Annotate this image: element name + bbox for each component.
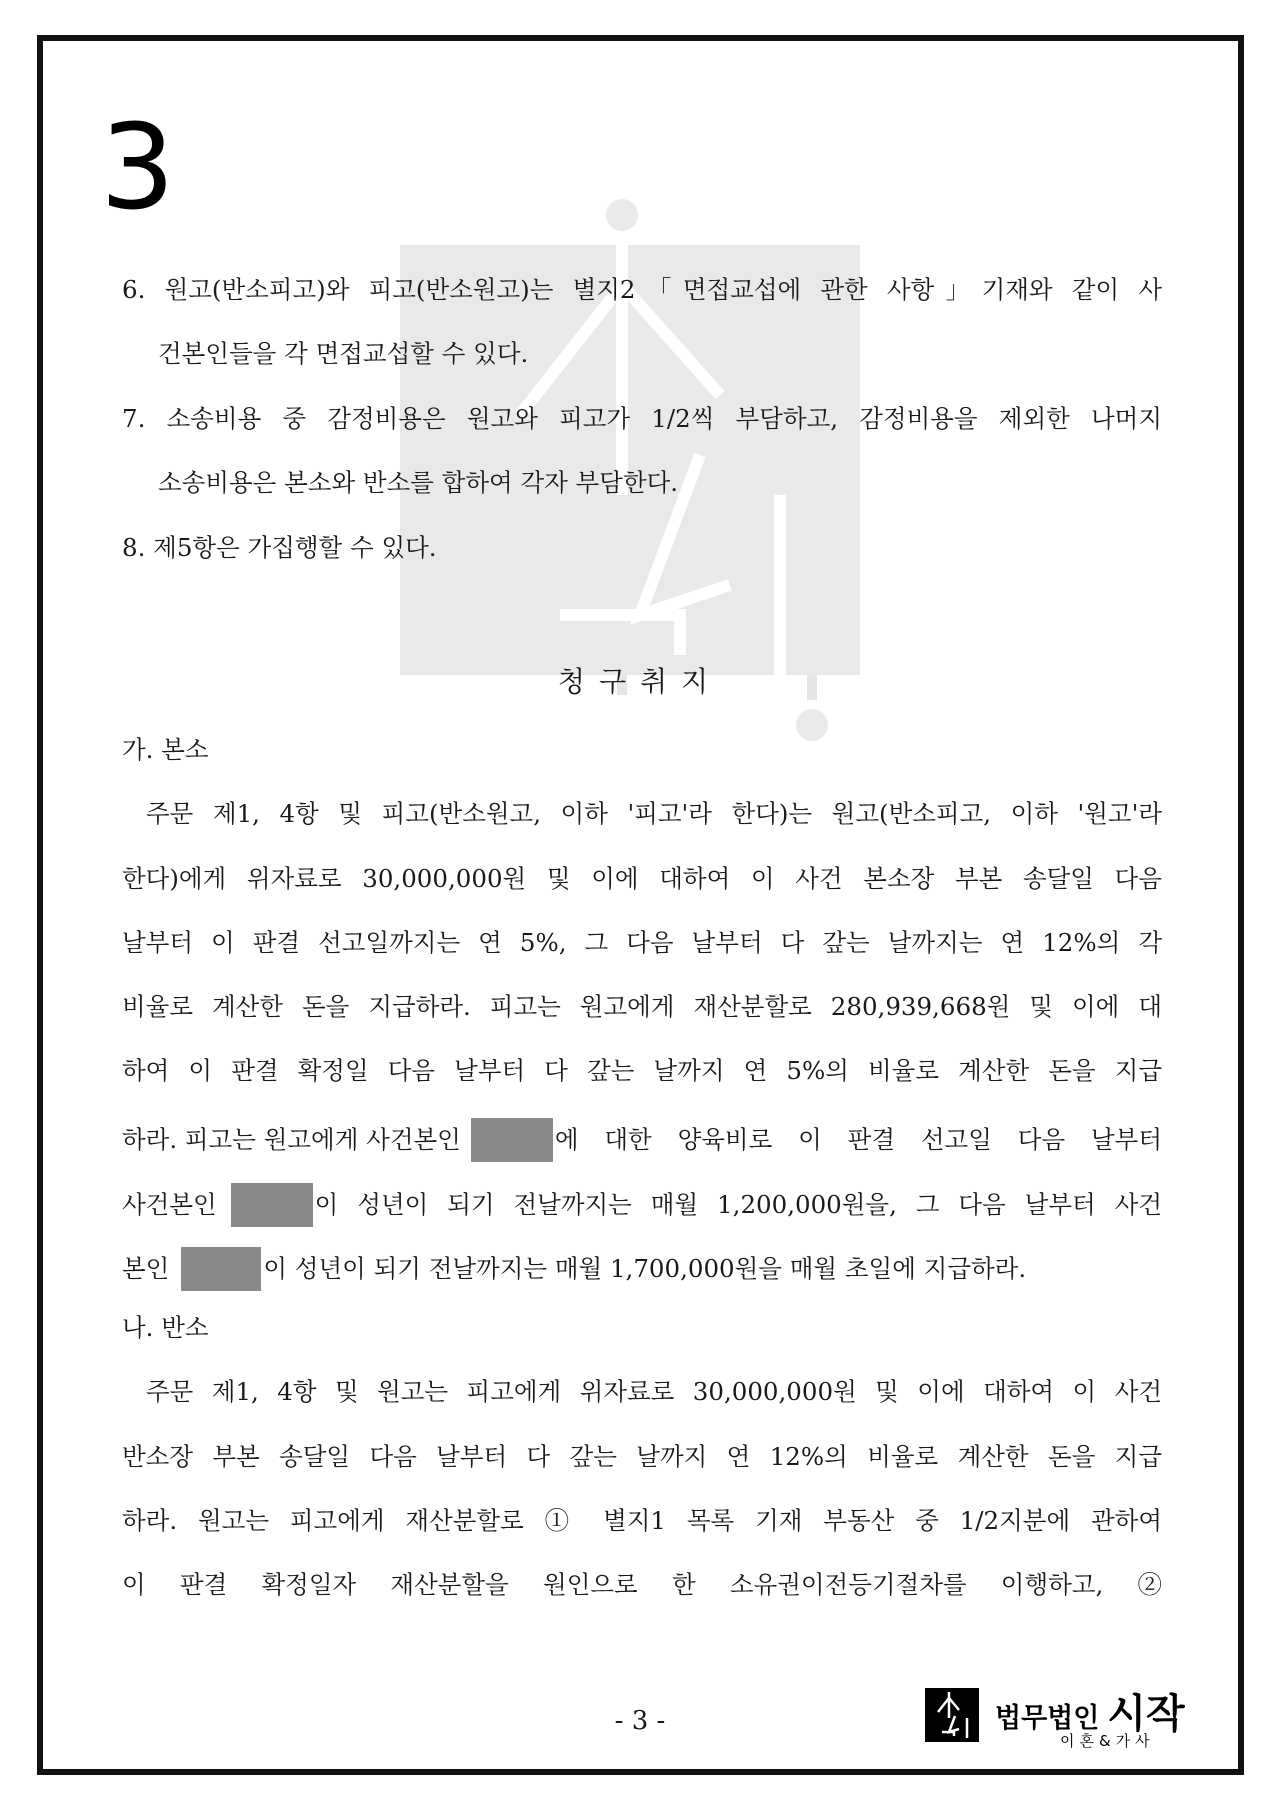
item-6-line-1: 6. 원고(반소피고)와 피고(반소원고)는 별지2「면접교섭에 관한 사항」기재와 같이 사 — [122, 275, 1162, 304]
main-claim-line-8 — [122, 1247, 1026, 1291]
main-claim-line-7 — [122, 1183, 1162, 1227]
main-claim-line: 한다)에게 위자료로 30,000,000원 및 이에 대하여 이 사건 본소장 부본 송달일 다음 — [122, 864, 1162, 893]
main-claim-text: 본인 — [122, 1254, 170, 1283]
redacted-name — [231, 1183, 313, 1227]
main-claim-line: 하여 이 판결 확정일 다음 날부터 다 갚는 날까지 연 5%의 비율로 계산한 돈을 지급 — [122, 1056, 1162, 1085]
item-7-line-1: 7. 소송비용 중 감정비용은 원고와 피고가 1/2씩 부담하고, 감정비용을 제외한 나머지 — [122, 404, 1162, 433]
page-footer-number: - 3 - — [614, 1706, 666, 1736]
main-claim-line-6 — [122, 1118, 1162, 1162]
section-title: 청구취지 — [557, 665, 723, 698]
counter-claim-line: 반소장 부본 송달일 다음 날부터 다 갚는 날까지 연 12%의 비율로 계산한 돈을 지급 — [122, 1442, 1162, 1471]
item-6-line-2: 건본인들을 각 면접교섭할 수 있다. — [158, 339, 529, 368]
firm-logo — [925, 1680, 1205, 1750]
main-claim-line: 날부터 이 판결 선고일까지는 연 5%, 그 다음 날부터 다 갚는 날까지는 연 12%의 각 — [122, 928, 1162, 957]
page-number-large: 3 — [100, 98, 176, 236]
main-claim-text: 이 성년이 되기 전날까지는 매월 1,200,000원을, 그 다음 날부터 사건 — [314, 1190, 1162, 1219]
counter-claim-line: 하라. 원고는 피고에게 재산분할로 ① 별지1 목록 기재 부동산 중 1/2지분에 관하여 — [122, 1506, 1162, 1535]
main-claim-line: 비율로 계산한 돈을 지급하라. 피고는 원고에게 재산분할로 280,939,668원 및 이에 대 — [122, 992, 1162, 1021]
firm-name-strong: 시작 — [1107, 1691, 1185, 1737]
firm-subtitle: 이혼&가사 — [1060, 1732, 1155, 1750]
redacted-name — [181, 1247, 261, 1291]
item-8-line-1: 8. 제5항은 가집행할 수 있다. — [122, 533, 437, 562]
sijak-logo-icon — [925, 1688, 979, 1742]
main-claim-text: 에 대한 양육비로 이 판결 선고일 다음 날부터 — [554, 1125, 1162, 1154]
counter-claim-line: 이 판결 확정일자 재산분할을 원인으로 한 소유권이전등기절차를 이행하고, ② — [122, 1570, 1162, 1599]
main-claim-text: 사건본인 — [122, 1190, 217, 1219]
redacted-name — [471, 1118, 553, 1162]
counter-claim-heading: 나. 반소 — [122, 1313, 209, 1342]
main-claim-text: 하라. 피고는 원고에게 사건본인 — [122, 1125, 461, 1154]
firm-name-prefix: 법무법인 — [995, 1703, 1100, 1734]
main-claim-line: 주문 제1, 4항 및 피고(반소원고, 이하 '피고'라 한다)는 원고(반소피고, 이하 '원고'라 — [146, 799, 1162, 828]
main-claim-text: 이 성년이 되기 전날까지는 매월 1,700,000원을 매월 초일에 지급하라. — [263, 1254, 1027, 1283]
main-claim-heading: 가. 본소 — [122, 735, 209, 764]
item-7-line-2: 소송비용은 본소와 반소를 합하여 각자 부담한다. — [158, 468, 679, 497]
counter-claim-line: 주문 제1, 4항 및 원고는 피고에게 위자료로 30,000,000원 및 이에 대하여 이 사건 — [146, 1377, 1162, 1406]
